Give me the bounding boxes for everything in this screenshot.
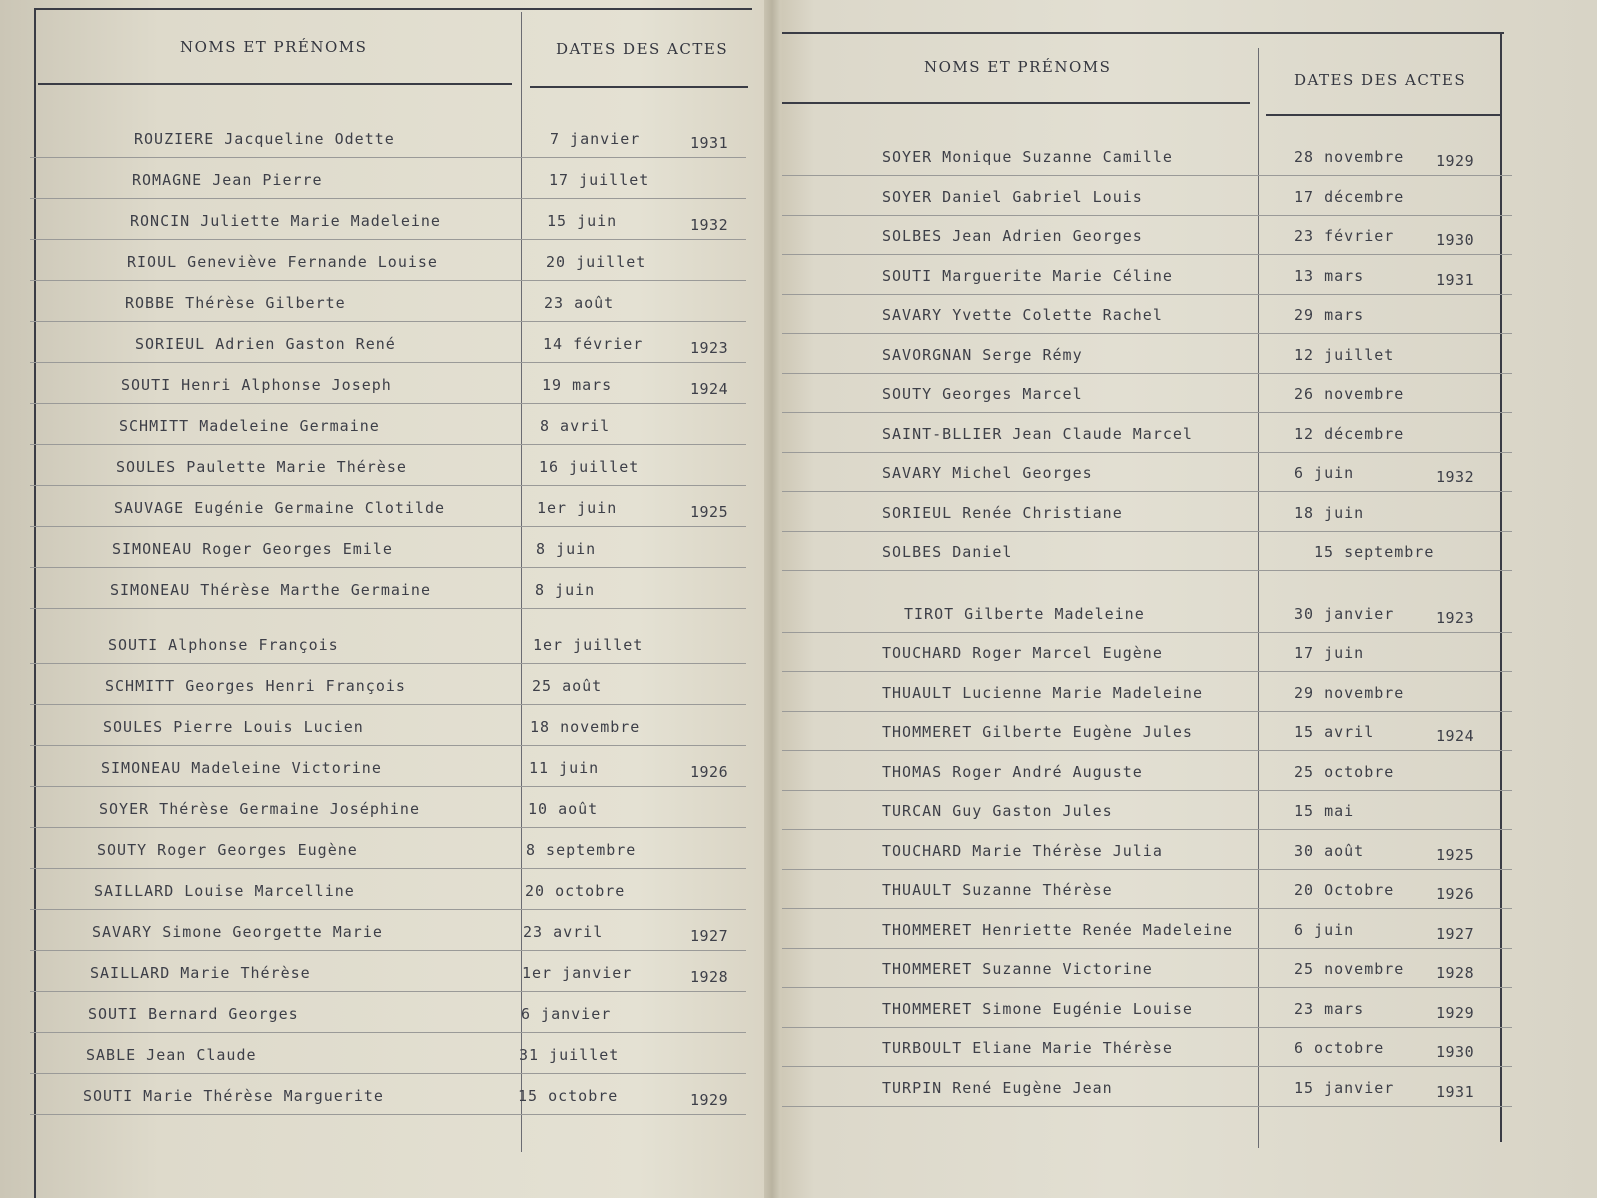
register-row (30, 1003, 746, 1033)
register-row (782, 186, 1512, 216)
row-rule (782, 333, 1512, 334)
row-rule (782, 750, 1512, 751)
register-row (782, 344, 1512, 374)
entry-date: 11 juin (529, 759, 600, 777)
entry-name: RONCIN Juliette Marie Madeleine (130, 212, 441, 230)
entry-date: 26 novembre (1294, 385, 1405, 403)
register-row (30, 251, 746, 281)
entry-date: 17 juin (1294, 644, 1365, 662)
entry-name: SOULES Paulette Marie Thérèse (116, 458, 407, 476)
register-row (782, 265, 1512, 295)
entry-date: 8 septembre (526, 841, 637, 859)
register-row (782, 840, 1512, 870)
register-row (30, 579, 746, 609)
entry-year: 1926 (690, 763, 729, 781)
entry-year: 1932 (690, 216, 729, 234)
entry-name: SAVARY Simone Georgette Marie (92, 923, 383, 941)
row-rule (30, 745, 746, 746)
row-rule (30, 239, 746, 240)
right-frame-top (782, 32, 1504, 34)
entry-date: 15 juin (547, 212, 618, 230)
entry-name: SOUTI Henri Alphonse Joseph (121, 376, 392, 394)
row-rule (30, 1073, 746, 1074)
row-rule (782, 869, 1512, 870)
register-row (30, 333, 746, 363)
entry-year: 1924 (1436, 727, 1475, 745)
row-rule (30, 280, 746, 281)
row-rule (782, 1106, 1512, 1107)
row-rule (782, 987, 1512, 988)
entry-year: 1929 (1436, 152, 1475, 170)
entry-year: 1924 (690, 380, 729, 398)
entry-year: 1931 (690, 134, 729, 152)
entry-year: 1923 (1436, 608, 1475, 627)
register-row (30, 374, 746, 404)
register-row (30, 675, 746, 705)
entry-date: 1er janvier (522, 964, 633, 982)
row-rule (30, 321, 746, 322)
row-rule (782, 215, 1512, 216)
entry-year: 1928 (1436, 964, 1475, 982)
entry-name: SOUTI Bernard Georges (88, 1005, 299, 1023)
register-row (782, 761, 1512, 791)
entry-name: SOUTY Roger Georges Eugène (97, 841, 358, 859)
entry-date: 23 août (544, 294, 615, 312)
entry-name: SAVORGNAN Serge Rémy (882, 345, 1083, 364)
row-rule (30, 198, 746, 199)
row-rule (30, 567, 746, 568)
row-rule (782, 829, 1512, 830)
row-rule (782, 671, 1512, 672)
entry-date: 17 décembre (1294, 187, 1405, 206)
right-page (782, 0, 1597, 1198)
entry-date: 15 avril (1294, 723, 1375, 741)
register-row (30, 497, 746, 527)
row-rule (30, 403, 746, 404)
entry-date: 20 Octobre (1294, 881, 1395, 899)
entry-name: SAVARY Yvette Colette Rachel (882, 306, 1163, 324)
row-rule (30, 526, 746, 527)
row-rule (782, 294, 1512, 295)
entry-name: SAILLARD Louise Marcelline (94, 882, 355, 900)
entry-year: 1923 (690, 339, 729, 357)
entry-name: TURPIN René Eugène Jean (882, 1078, 1113, 1097)
register-row (782, 383, 1512, 413)
entry-name: THUAULT Lucienne Marie Madeleine (882, 683, 1203, 702)
row-rule (782, 452, 1512, 453)
row-rule (30, 157, 746, 158)
entry-name: THOMMERET Gilberte Eugène Jules (882, 723, 1193, 741)
entry-name: SAILLARD Marie Thérèse (90, 964, 311, 982)
entry-date: 29 mars (1294, 306, 1365, 324)
register-row (782, 721, 1512, 751)
entry-date: 8 juin (535, 581, 596, 599)
entry-name: SOUTI Marguerite Marie Céline (882, 266, 1173, 285)
register-row (782, 541, 1512, 571)
entry-name: TURCAN Guy Gaston Jules (882, 802, 1113, 820)
entry-name: SIMONEAU Roger Georges Emile (112, 540, 393, 558)
entry-date: 12 décembre (1294, 424, 1405, 443)
register-row (30, 880, 746, 910)
entry-date: 15 janvier (1294, 1078, 1395, 1097)
entry-name: SAVARY Michel Georges (882, 464, 1093, 482)
entry-year: 1927 (690, 927, 729, 945)
register-row (782, 1077, 1512, 1107)
entry-name: THOMAS Roger André Auguste (882, 762, 1143, 781)
right-header-names: NOMS ET PRÉNOMS (924, 58, 1112, 76)
row-rule (782, 711, 1512, 712)
row-rule (30, 909, 746, 910)
entry-date: 8 avril (540, 417, 611, 435)
register-row (782, 642, 1512, 672)
row-rule (782, 175, 1512, 176)
entry-date: 23 mars (1294, 999, 1365, 1018)
entry-date: 29 novembre (1294, 683, 1405, 702)
right-header-dates: DATES DES ACTES (1294, 71, 1467, 89)
entry-name: SOLBES Daniel (882, 543, 1013, 561)
entry-name: TOUCHARD Roger Marcel Eugène (882, 644, 1163, 662)
register-row (782, 958, 1512, 988)
register-row (30, 210, 746, 240)
entry-date: 13 mars (1294, 266, 1365, 285)
row-rule (782, 1066, 1512, 1067)
register-row (30, 1044, 746, 1074)
entry-year: 1932 (1436, 468, 1475, 486)
entry-date: 6 juin (1294, 464, 1355, 482)
entry-name: SOYER Monique Suzanne Camille (882, 148, 1173, 166)
row-rule (782, 790, 1512, 791)
entry-year: 1931 (1436, 270, 1475, 289)
entry-name: SOYER Thérèse Germaine Joséphine (99, 800, 420, 818)
entry-date: 15 septembre (1314, 543, 1435, 561)
entry-name: SOUTI Marie Thérèse Marguerite (83, 1087, 384, 1105)
left-header-dates: DATES DES ACTES (556, 40, 729, 58)
entry-name: SCHMITT Madeleine Germaine (119, 417, 380, 435)
row-rule (782, 531, 1512, 532)
entry-year: 1930 (1436, 231, 1475, 249)
register-row (782, 423, 1512, 453)
register-row (30, 415, 746, 445)
row-rule (30, 786, 746, 787)
register-row (782, 1037, 1512, 1067)
entry-date: 20 juillet (546, 253, 647, 271)
row-rule (30, 704, 746, 705)
entry-year: 1930 (1436, 1043, 1475, 1061)
entry-name: ROBBE Thérèse Gilberte (125, 294, 346, 312)
entry-name: SOULES Pierre Louis Lucien (103, 718, 364, 736)
left-frame-top (36, 8, 752, 10)
row-rule (30, 868, 746, 869)
entry-year: 1928 (690, 968, 729, 986)
entry-date: 8 juin (536, 540, 597, 558)
entry-name: SCHMITT Georges Henri François (105, 677, 406, 695)
register-row (30, 634, 746, 664)
row-rule (782, 1027, 1512, 1028)
register-row (782, 225, 1512, 255)
row-rule (30, 608, 746, 609)
entry-name: SIMONEAU Thérèse Marthe Germaine (110, 581, 431, 599)
register-row (782, 800, 1512, 830)
register-row (782, 462, 1512, 492)
entry-date: 14 février (543, 335, 644, 353)
entry-name: ROMAGNE Jean Pierre (132, 171, 323, 189)
entry-year: 1929 (690, 1091, 729, 1109)
row-rule (30, 362, 746, 363)
entry-date: 28 novembre (1294, 148, 1405, 166)
row-rule (782, 570, 1512, 571)
row-rule (782, 254, 1512, 255)
entry-date: 23 avril (523, 923, 604, 941)
entry-date: 6 octobre (1294, 1039, 1385, 1057)
entry-date: 17 juillet (549, 171, 650, 189)
row-rule (30, 663, 746, 664)
entry-date: 12 juillet (1294, 345, 1395, 364)
entry-name: THOMMERET Simone Eugénie Louise (882, 999, 1193, 1018)
entry-name: SAINT-BLLIER Jean Claude Marcel (882, 424, 1193, 443)
row-rule (30, 950, 746, 951)
register-row (782, 919, 1512, 949)
entry-name: RIOUL Geneviève Fernande Louise (127, 253, 438, 271)
row-rule (782, 632, 1512, 633)
book-fold (764, 0, 780, 1198)
entry-name: ROUZIERE Jacqueline Odette (134, 130, 395, 148)
entry-name: SAUVAGE Eugénie Germaine Clotilde (114, 499, 446, 517)
entry-date: 6 janvier (521, 1005, 612, 1023)
entry-name: THOMMERET Henriette Renée Madeleine (882, 920, 1234, 939)
row-rule (782, 373, 1512, 374)
left-page (0, 0, 770, 1198)
register-row (30, 798, 746, 828)
entry-date: 30 janvier (1294, 604, 1395, 623)
register-row (30, 538, 746, 568)
entry-name: SOLBES Jean Adrien Georges (882, 227, 1143, 245)
register-row (30, 456, 746, 486)
row-rule (30, 444, 746, 445)
row-rule (782, 948, 1512, 949)
register-row (782, 879, 1512, 909)
entry-date: 20 octobre (525, 882, 626, 900)
register-row (30, 962, 746, 992)
row-rule (30, 827, 746, 828)
row-rule (782, 412, 1512, 413)
entry-date: 30 août (1294, 841, 1365, 860)
entry-year: 1926 (1436, 885, 1475, 903)
left-header-names: NOMS ET PRÉNOMS (180, 38, 368, 56)
register-row (30, 839, 746, 869)
row-rule (30, 1114, 746, 1115)
entry-name: SORIEUL Renée Christiane (882, 503, 1123, 522)
entry-name: SORIEUL Adrien Gaston René (135, 335, 396, 353)
left-header-rule-dates (530, 86, 748, 88)
register-row (30, 716, 746, 746)
register-row (782, 998, 1512, 1028)
entry-date: 6 juin (1294, 920, 1355, 939)
entry-date: 25 novembre (1294, 960, 1405, 978)
entry-date: 15 mai (1294, 802, 1355, 820)
register-row (782, 304, 1512, 334)
row-rule (782, 491, 1512, 492)
entry-date: 1er juin (537, 499, 618, 517)
row-rule (30, 991, 746, 992)
entry-name: SABLE Jean Claude (86, 1046, 257, 1064)
entry-year: 1929 (1436, 1003, 1475, 1022)
entry-date: 18 novembre (530, 718, 641, 736)
entry-date: 7 janvier (550, 130, 641, 148)
row-rule (30, 1032, 746, 1033)
row-rule (782, 908, 1512, 909)
right-header-rule-names (782, 102, 1250, 104)
register-row (782, 682, 1512, 712)
entry-date: 25 octobre (1294, 762, 1395, 781)
entry-year: 1925 (690, 503, 729, 521)
entry-name: THOMMERET Suzanne Victorine (882, 960, 1153, 978)
register-row (30, 128, 746, 158)
register-row (30, 921, 746, 951)
row-rule (30, 485, 746, 486)
entry-date: 25 août (532, 677, 603, 695)
entry-year: 1927 (1436, 924, 1475, 943)
right-header-rule-dates (1266, 114, 1500, 116)
register-row (30, 292, 746, 322)
entry-name: SOUTY Georges Marcel (882, 385, 1083, 403)
register-row (782, 502, 1512, 532)
register-row (30, 757, 746, 787)
entry-date: 1er juillet (533, 636, 644, 654)
entry-name: SOYER Daniel Gabriel Louis (882, 187, 1143, 206)
entry-name: SIMONEAU Madeleine Victorine (101, 759, 382, 777)
entry-date: 16 juillet (539, 458, 640, 476)
register-row (782, 603, 1512, 633)
entry-year: 1931 (1436, 1082, 1475, 1101)
entry-name: TURBOULT Eliane Marie Thérèse (882, 1039, 1173, 1057)
entry-date: 31 juillet (519, 1046, 620, 1064)
entry-name: THUAULT Suzanne Thérèse (882, 881, 1113, 899)
register-row (30, 1085, 746, 1115)
entry-date: 19 mars (542, 376, 613, 394)
register-row (782, 146, 1512, 176)
entry-year: 1925 (1436, 845, 1475, 864)
entry-date: 10 août (528, 800, 599, 818)
register-row (30, 169, 746, 199)
entry-date: 15 octobre (518, 1087, 619, 1105)
entry-name: TOUCHARD Marie Thérèse Julia (882, 841, 1163, 860)
entry-name: SOUTI Alphonse François (108, 636, 339, 654)
entry-date: 18 juin (1294, 503, 1365, 522)
entry-date: 23 février (1294, 227, 1395, 245)
left-header-rule-names (38, 83, 512, 85)
entry-name: TIROT Gilberte Madeleine (904, 604, 1145, 623)
